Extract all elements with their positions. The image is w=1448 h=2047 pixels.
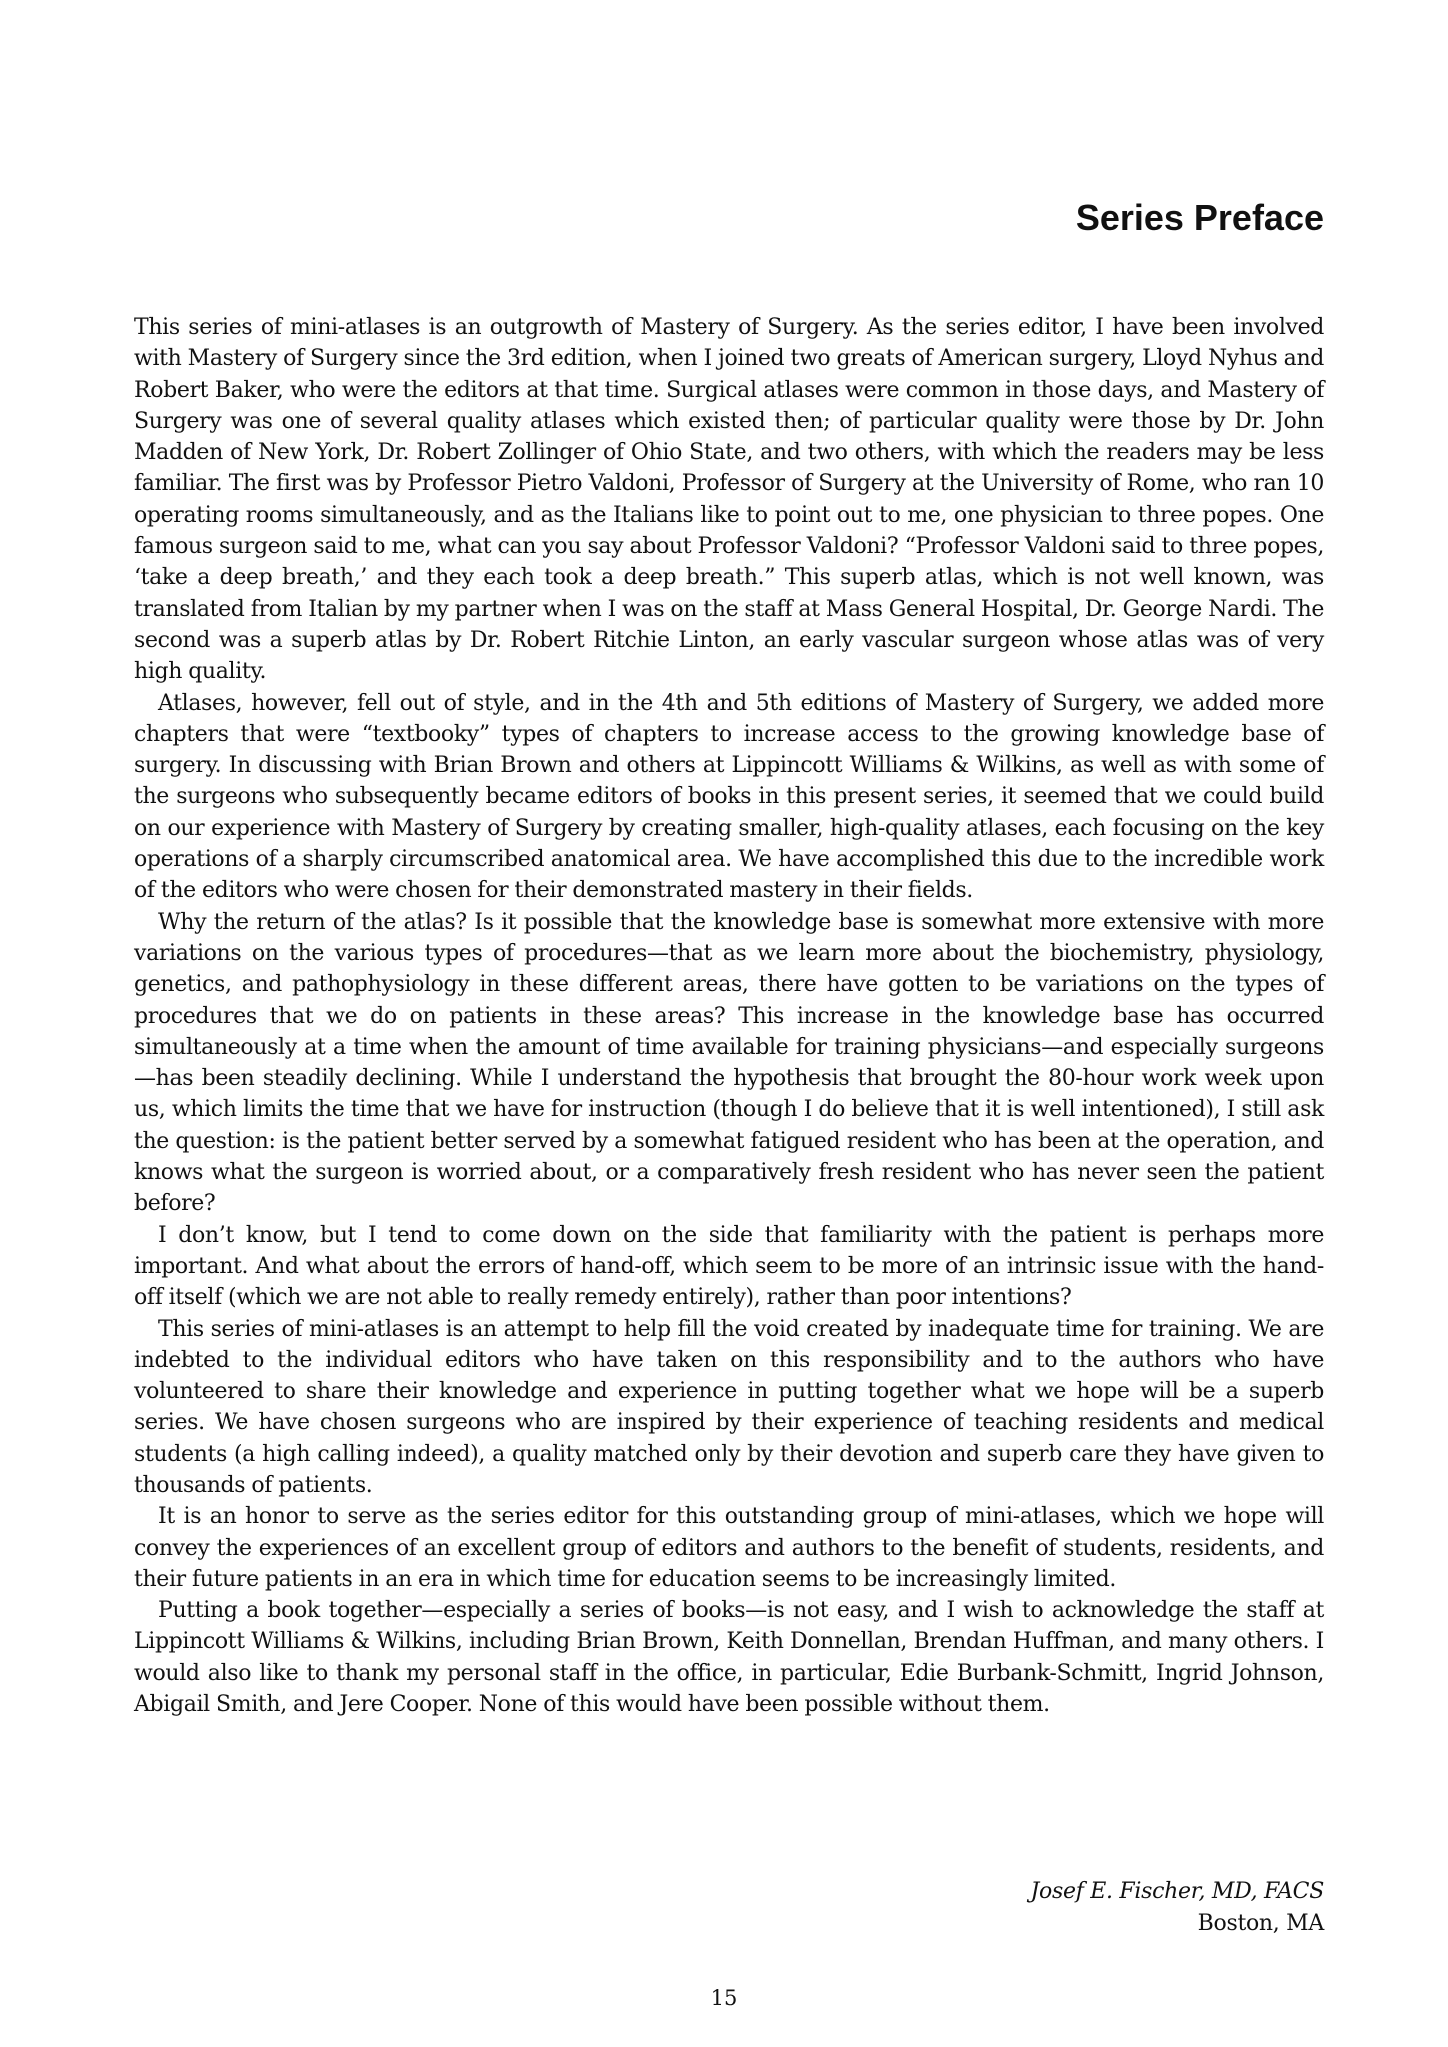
signature-block bbox=[1031, 1876, 1324, 1940]
paragraph: Atlases, however, fell out of style, and in the 4th and 5th editions of Mastery of Surgery, we added more chapters that were “textbooky” types of chapters to increase access to the growing knowledge base of surgery. In discussing with Brian Brown and others at Lippincott Williams & Wilkins, as well as with some of the surgeons who subsequently became editors of books in this present series, it seemed that we could build on our experience with Mastery of Surgery by creating smaller, high-quality atlases, each focusing on the key operations of a sharply circumscribed anatomical area. We have accomplished this due to the incredible work of the editors who were chosen for their demonstrated mastery in their fields. bbox=[134, 690, 1324, 904]
signature-name: Josef E. Fischer, MD, FACS bbox=[1030, 1879, 1324, 1904]
paragraph: Putting a book together—especially a series of books—is not easy, and I wish to acknowledge the staff at Lippincott Williams & Wilkins, including Brian Brown, Keith Donnellan, Brendan Huffman, and many others. I would also like to thank my personal staff in the office, in particular, Edie Burbank-Schmitt, Ingrid Johnson, Abigail Smith, and Jere Cooper. None of this would have been possible without them. bbox=[134, 1598, 1324, 1718]
paragraph: It is an honor to serve as the series editor for this outstanding group of mini-atlases, which we hope will convey the experiences of an excellent group of editors and authors to the benefit of students, residents, and their future patients in an era in which time for education seems to be increasingly limited. bbox=[134, 1504, 1324, 1592]
paragraph: This series of mini-atlases is an outgrowth of Mastery of Surgery. As the series editor, I have been involved with Mastery of Surgery since the 3rd edition, when I joined two greats of American surgery, Lloyd Nyhus and Robert Baker, who were the editors at that time. Surgical atlases were common in those days, and Mastery of Surgery was one of several quality atlases which existed then; of particular quality were those by Dr. John Madden of New York, Dr. Robert Zollinger of Ohio State, and two others, with which the readers may be less familiar. The first was by Professor Pietro Valdoni, Professor of Surgery at the University of Rome, who ran 10 operating rooms simultaneously, and as the Italians like to point out to me, one physician to three popes. One famous surgeon said to me, what can you say about Professor Valdoni? “Professor Valdoni said to three popes, ‘take a deep breath,’ and they each took a deep breath.” This superb atlas, which is not well known, was translated from Italian by my partner when I was on the staff at Mass General Hospital, Dr. George Nardi. The second was a superb atlas by Dr. Robert Ritchie Linton, an early vascular surgeon whose atlas was of very high quality. bbox=[134, 315, 1324, 685]
signature-location: Boston, MA bbox=[1197, 1911, 1324, 1936]
page-title: Series Preface bbox=[1075, 197, 1324, 238]
paragraph: I don’t know, but I tend to come down on the side that familiarity with the patient is perhaps more important. And what about the errors of hand-off, which seem to be more of an intrinsic issue with the hand-off itself (which we are not able to really remedy entirely), rather than poor intentions? bbox=[134, 1222, 1324, 1311]
page-number: 15 bbox=[710, 1986, 738, 2010]
preface-body bbox=[134, 312, 1324, 1720]
paragraph: Why the return of the atlas? Is it possible that the knowledge base is somewhat more extensive with more variations on the various types of procedures—that as we learn more about the biochemistry, physiology, genetics, and pathophysiology in these different areas, there have gotten to be variations on the types of procedures that we do on patients in these areas? This increase in the knowledge base has occurred simultaneously at a time when the amount of time available for training physicians—and especially surgeons—has been steadily declining. While I understand the hypothesis that brought the 80-hour work week upon us, which limits the time that we have for instruction (though I do believe that it is well intentioned), I still ask the question: is the patient better served by a somewhat fatigued resident who has been at the operation, and knows what the surgeon is worried about, or a comparatively fresh resident who has never seen the patient before? bbox=[134, 909, 1324, 1217]
paragraph: This series of mini-atlases is an attempt to help fill the void created by inadequate time for training. We are indebted to the individual editors who have taken on this responsibility and to the authors who have volunteered to share their knowledge and experience in putting together what we hope will be a superb series. We have chosen surgeons who are inspired by their experience of teaching residents and medical students (a high calling indeed), a quality matched only by their devotion and superb care they have given to thousands of patients. bbox=[134, 1316, 1324, 1498]
